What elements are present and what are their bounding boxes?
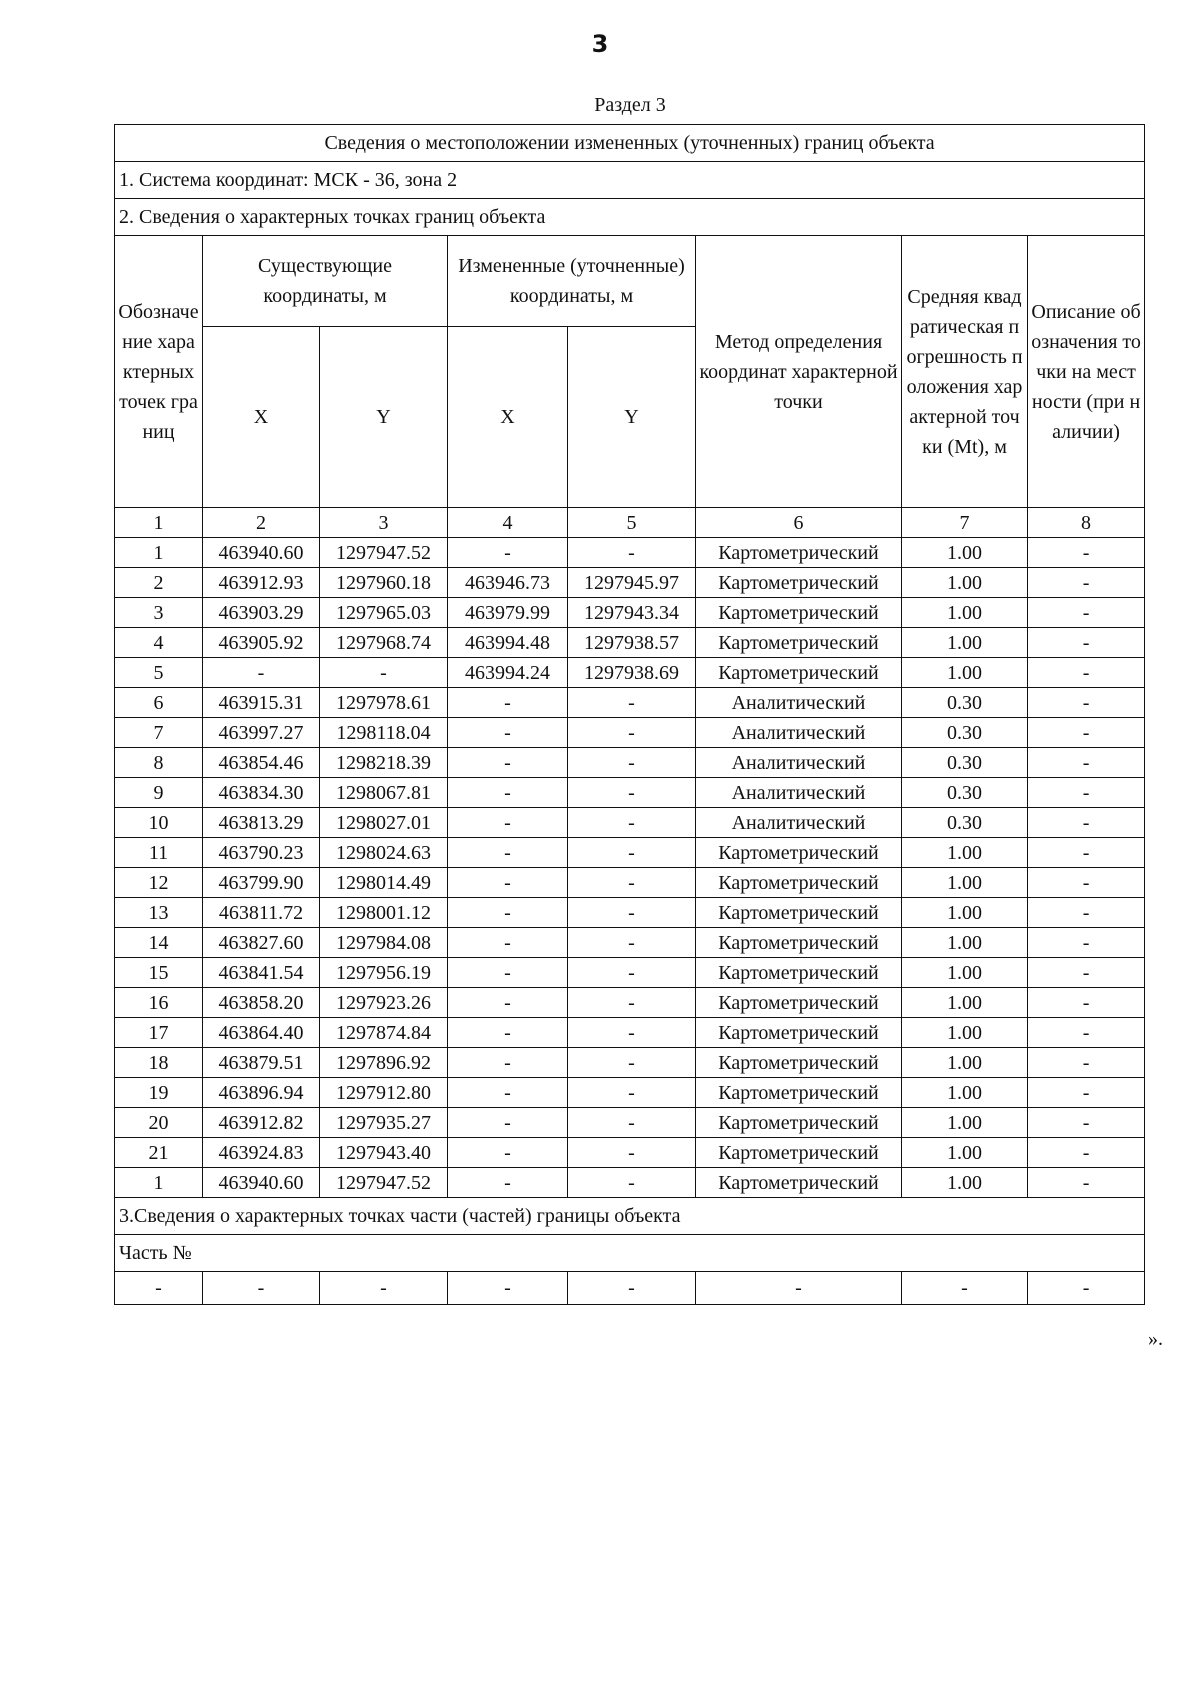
- table-cell: 1297938.69: [568, 658, 696, 688]
- table-cell: 2: [115, 568, 203, 598]
- table-cell: -: [448, 928, 568, 958]
- table-cell: -: [568, 718, 696, 748]
- table-row: [115, 1048, 1145, 1078]
- table-cell: -: [568, 958, 696, 988]
- table-cell: 1298014.49: [320, 868, 448, 898]
- table-cell: -: [568, 778, 696, 808]
- table-cell: 463841.54: [203, 958, 320, 988]
- table-cell: 1.00: [902, 988, 1028, 1018]
- column-number: 6: [696, 508, 902, 538]
- table-cell: -: [568, 1272, 696, 1305]
- table-cell: 14: [115, 928, 203, 958]
- table-cell: 7: [115, 718, 203, 748]
- points-heading: 2. Сведения о характерных точках границ объекта: [115, 199, 1145, 236]
- table-row: [115, 1078, 1145, 1108]
- table-row: [115, 898, 1145, 928]
- table-cell: 463864.40: [203, 1018, 320, 1048]
- table-cell: 4: [115, 628, 203, 658]
- table-row: [115, 958, 1145, 988]
- table-cell: -: [448, 1108, 568, 1138]
- table-cell: -: [115, 1272, 203, 1305]
- parts-heading: 3.Сведения о характерных точках части (частей) границы объекта: [115, 1198, 1145, 1235]
- table-cell: Аналитический: [696, 808, 902, 838]
- table-cell: 1: [115, 1168, 203, 1198]
- table-cell: -: [1028, 808, 1145, 838]
- table-cell: -: [568, 1138, 696, 1168]
- table-cell: 463924.83: [203, 1138, 320, 1168]
- page-number: 3: [591, 30, 609, 58]
- table-cell: -: [696, 1272, 902, 1305]
- table-row: [115, 658, 1145, 688]
- table-cell: -: [1028, 598, 1145, 628]
- table-cell: -: [902, 1272, 1028, 1305]
- table-cell: 463997.27: [203, 718, 320, 748]
- table-cell: 1297912.80: [320, 1078, 448, 1108]
- table-row: [115, 688, 1145, 718]
- table-row: [115, 1138, 1145, 1168]
- table-cell: 21: [115, 1138, 203, 1168]
- table-cell: 1.00: [902, 1018, 1028, 1048]
- table-row: [115, 538, 1145, 568]
- header-description: Описание обозначения точки на местности (при наличии): [1028, 236, 1145, 508]
- table-cell: 463915.31: [203, 688, 320, 718]
- table-cell: 1.00: [902, 898, 1028, 928]
- table-row: [115, 808, 1145, 838]
- table-cell: 1.00: [902, 1168, 1028, 1198]
- table-cell: 1.00: [902, 838, 1028, 868]
- table-cell: 1.00: [902, 628, 1028, 658]
- table-row: [115, 838, 1145, 868]
- table-cell: 1.00: [902, 868, 1028, 898]
- empty-part-row: [115, 1272, 1145, 1305]
- table-cell: 1297874.84: [320, 1018, 448, 1048]
- table-cell: 463790.23: [203, 838, 320, 868]
- table-cell: -: [448, 778, 568, 808]
- table-cell: 1298027.01: [320, 808, 448, 838]
- table-cell: 463946.73: [448, 568, 568, 598]
- table-cell: 10: [115, 808, 203, 838]
- table-cell: 463912.93: [203, 568, 320, 598]
- table-cell: 1.00: [902, 658, 1028, 688]
- table-cell: -: [448, 748, 568, 778]
- table-cell: 17: [115, 1018, 203, 1048]
- table-cell: Картометрический: [696, 598, 902, 628]
- table-cell: Аналитический: [696, 688, 902, 718]
- table-cell: Картометрический: [696, 868, 902, 898]
- table-cell: Картометрический: [696, 1108, 902, 1138]
- table-cell: -: [1028, 658, 1145, 688]
- table-cell: -: [1028, 1272, 1145, 1305]
- table-cell: 1298024.63: [320, 838, 448, 868]
- table-cell: -: [1028, 1048, 1145, 1078]
- table-cell: 0.30: [902, 808, 1028, 838]
- table-cell: -: [448, 898, 568, 928]
- table-cell: 1.00: [902, 928, 1028, 958]
- table-cell: -: [1028, 568, 1145, 598]
- table-cell: -: [1028, 988, 1145, 1018]
- table-cell: -: [448, 868, 568, 898]
- table-cell: 1297945.97: [568, 568, 696, 598]
- table-cell: -: [448, 688, 568, 718]
- table-cell: 463799.90: [203, 868, 320, 898]
- table-cell: 1.00: [902, 568, 1028, 598]
- table-cell: 1298067.81: [320, 778, 448, 808]
- table-cell: 1298118.04: [320, 718, 448, 748]
- table-cell: -: [1028, 1168, 1145, 1198]
- table-cell: -: [448, 988, 568, 1018]
- table-cell: 463858.20: [203, 988, 320, 1018]
- part-label: Часть №: [115, 1235, 1145, 1272]
- table-cell: Картометрический: [696, 838, 902, 868]
- table-cell: Аналитический: [696, 748, 902, 778]
- table-cell: 1.00: [902, 598, 1028, 628]
- table-cell: 463940.60: [203, 1168, 320, 1198]
- table-cell: 463905.92: [203, 628, 320, 658]
- header-error: Средняя квадратическая погрешность положения характерной точки (Mt), м: [902, 236, 1028, 508]
- column-numbers-row: [115, 508, 1145, 538]
- table-cell: 1297923.26: [320, 988, 448, 1018]
- column-number: 5: [568, 508, 696, 538]
- column-number: 1: [115, 508, 203, 538]
- table-row: [115, 718, 1145, 748]
- table-row: [115, 598, 1145, 628]
- table-cell: Картометрический: [696, 988, 902, 1018]
- table-cell: -: [203, 658, 320, 688]
- table-cell: 18: [115, 1048, 203, 1078]
- table-cell: 1297965.03: [320, 598, 448, 628]
- table-cell: 1.00: [902, 538, 1028, 568]
- table-cell: Картометрический: [696, 1168, 902, 1198]
- table-cell: -: [568, 838, 696, 868]
- table-cell: -: [1028, 718, 1145, 748]
- table-cell: 463940.60: [203, 538, 320, 568]
- table-row: [115, 1018, 1145, 1048]
- table-row: [115, 1108, 1145, 1138]
- table-cell: 1: [115, 538, 203, 568]
- table-row: [115, 988, 1145, 1018]
- table-row: [115, 568, 1145, 598]
- table-title: Сведения о местоположении измененных (уточненных) границ объекта: [115, 125, 1145, 162]
- column-number: 7: [902, 508, 1028, 538]
- table-cell: 16: [115, 988, 203, 1018]
- table-row: [115, 928, 1145, 958]
- table-cell: 1297984.08: [320, 928, 448, 958]
- header-changed-y: Y: [568, 327, 696, 508]
- table-cell: 463811.72: [203, 898, 320, 928]
- column-number: 3: [320, 508, 448, 538]
- table-cell: 3: [115, 598, 203, 628]
- table-row: [115, 748, 1145, 778]
- boundary-points-table: [114, 124, 1145, 1305]
- table-cell: 5: [115, 658, 203, 688]
- table-cell: 13: [115, 898, 203, 928]
- table-cell: Аналитический: [696, 718, 902, 748]
- table-row: [115, 868, 1145, 898]
- table-cell: 6: [115, 688, 203, 718]
- table-cell: -: [1028, 1018, 1145, 1048]
- header-designation: Обозначение характерных точек границ: [115, 236, 203, 508]
- table-cell: 1297943.34: [568, 598, 696, 628]
- table-cell: 1297960.18: [320, 568, 448, 598]
- table-cell: 1297978.61: [320, 688, 448, 718]
- table-cell: 1.00: [902, 958, 1028, 988]
- table-cell: -: [1028, 538, 1145, 568]
- table-cell: 1.00: [902, 1048, 1028, 1078]
- table-cell: Аналитический: [696, 778, 902, 808]
- table-cell: -: [1028, 958, 1145, 988]
- column-number: 2: [203, 508, 320, 538]
- table-cell: 1297956.19: [320, 958, 448, 988]
- table-cell: Картометрический: [696, 1048, 902, 1078]
- table-cell: Картометрический: [696, 898, 902, 928]
- table-cell: 1297938.57: [568, 628, 696, 658]
- table-cell: Картометрический: [696, 628, 902, 658]
- table-cell: -: [448, 1272, 568, 1305]
- table-cell: 463813.29: [203, 808, 320, 838]
- table-cell: -: [568, 1168, 696, 1198]
- table-row: [115, 778, 1145, 808]
- table-cell: 463979.99: [448, 598, 568, 628]
- table-cell: -: [320, 658, 448, 688]
- table-cell: 0.30: [902, 748, 1028, 778]
- table-cell: -: [568, 988, 696, 1018]
- table-cell: -: [448, 808, 568, 838]
- table-cell: 463903.29: [203, 598, 320, 628]
- table-cell: 463854.46: [203, 748, 320, 778]
- table-cell: -: [1028, 928, 1145, 958]
- table-cell: Картометрический: [696, 958, 902, 988]
- table-cell: -: [448, 838, 568, 868]
- table-cell: 8: [115, 748, 203, 778]
- table-cell: 0.30: [902, 778, 1028, 808]
- header-changed-coordinates: Измененные (уточненные) координаты, м: [448, 236, 696, 327]
- table-cell: 1297968.74: [320, 628, 448, 658]
- table-cell: -: [1028, 868, 1145, 898]
- table-cell: 463994.48: [448, 628, 568, 658]
- table-cell: -: [568, 1108, 696, 1138]
- header-existing-y: Y: [320, 327, 448, 508]
- table-cell: -: [568, 1078, 696, 1108]
- table-cell: 1.00: [902, 1078, 1028, 1108]
- header-changed-x: X: [448, 327, 568, 508]
- column-number: 8: [1028, 508, 1145, 538]
- table-row: [115, 1168, 1145, 1198]
- table-cell: -: [448, 958, 568, 988]
- table-cell: 1297947.52: [320, 1168, 448, 1198]
- table-cell: -: [448, 538, 568, 568]
- table-cell: 463879.51: [203, 1048, 320, 1078]
- table-cell: -: [1028, 838, 1145, 868]
- table-cell: -: [1028, 688, 1145, 718]
- table-cell: -: [448, 1168, 568, 1198]
- table-cell: -: [448, 718, 568, 748]
- table-cell: -: [448, 1048, 568, 1078]
- table-cell: -: [1028, 1138, 1145, 1168]
- table-cell: 1297896.92: [320, 1048, 448, 1078]
- table-cell: Картометрический: [696, 568, 902, 598]
- table-cell: 1.00: [902, 1138, 1028, 1168]
- table-cell: 15: [115, 958, 203, 988]
- table-cell: 1298001.12: [320, 898, 448, 928]
- table-cell: -: [568, 928, 696, 958]
- table-cell: -: [203, 1272, 320, 1305]
- table-cell: -: [568, 538, 696, 568]
- table-cell: 20: [115, 1108, 203, 1138]
- table-cell: Картометрический: [696, 538, 902, 568]
- table-cell: 463912.82: [203, 1108, 320, 1138]
- table-cell: -: [448, 1138, 568, 1168]
- table-cell: -: [1028, 778, 1145, 808]
- table-cell: -: [448, 1018, 568, 1048]
- column-number: 4: [448, 508, 568, 538]
- table-cell: -: [568, 1048, 696, 1078]
- table-cell: -: [1028, 748, 1145, 778]
- table-cell: Картометрический: [696, 658, 902, 688]
- closing-quote-mark: ».: [1148, 1328, 1163, 1350]
- table-cell: -: [568, 1018, 696, 1048]
- table-cell: 463896.94: [203, 1078, 320, 1108]
- table-cell: 1297935.27: [320, 1108, 448, 1138]
- table-cell: 1297947.52: [320, 538, 448, 568]
- table-cell: 0.30: [902, 718, 1028, 748]
- table-row: [115, 628, 1145, 658]
- coordinate-system: 1. Система координат: МСК - 36, зона 2: [115, 162, 1145, 199]
- table-cell: -: [568, 688, 696, 718]
- table-cell: -: [568, 808, 696, 838]
- table-cell: -: [568, 748, 696, 778]
- table-cell: Картометрический: [696, 1078, 902, 1108]
- table-cell: -: [320, 1272, 448, 1305]
- table-cell: 19: [115, 1078, 203, 1108]
- table-cell: -: [1028, 628, 1145, 658]
- table-cell: -: [1028, 1078, 1145, 1108]
- table-cell: 463827.60: [203, 928, 320, 958]
- table-cell: 1298218.39: [320, 748, 448, 778]
- section-title: Раздел 3: [594, 94, 666, 116]
- table-cell: Картометрический: [696, 1138, 902, 1168]
- header-existing-coordinates: Существующие координаты, м: [203, 236, 448, 327]
- table-cell: 12: [115, 868, 203, 898]
- table-cell: 463834.30: [203, 778, 320, 808]
- table-cell: 11: [115, 838, 203, 868]
- header-existing-x: X: [203, 327, 320, 508]
- table-cell: Картометрический: [696, 928, 902, 958]
- table-cell: 1297943.40: [320, 1138, 448, 1168]
- table-cell: -: [568, 898, 696, 928]
- table-cell: -: [448, 1078, 568, 1108]
- table-cell: -: [1028, 898, 1145, 928]
- table-cell: 1.00: [902, 1108, 1028, 1138]
- table-cell: -: [1028, 1108, 1145, 1138]
- table-cell: -: [568, 868, 696, 898]
- table-cell: 9: [115, 778, 203, 808]
- table-cell: 463994.24: [448, 658, 568, 688]
- table-cell: Картометрический: [696, 1018, 902, 1048]
- table-cell: 0.30: [902, 688, 1028, 718]
- header-method: Метод определения координат характерной точки: [696, 236, 902, 508]
